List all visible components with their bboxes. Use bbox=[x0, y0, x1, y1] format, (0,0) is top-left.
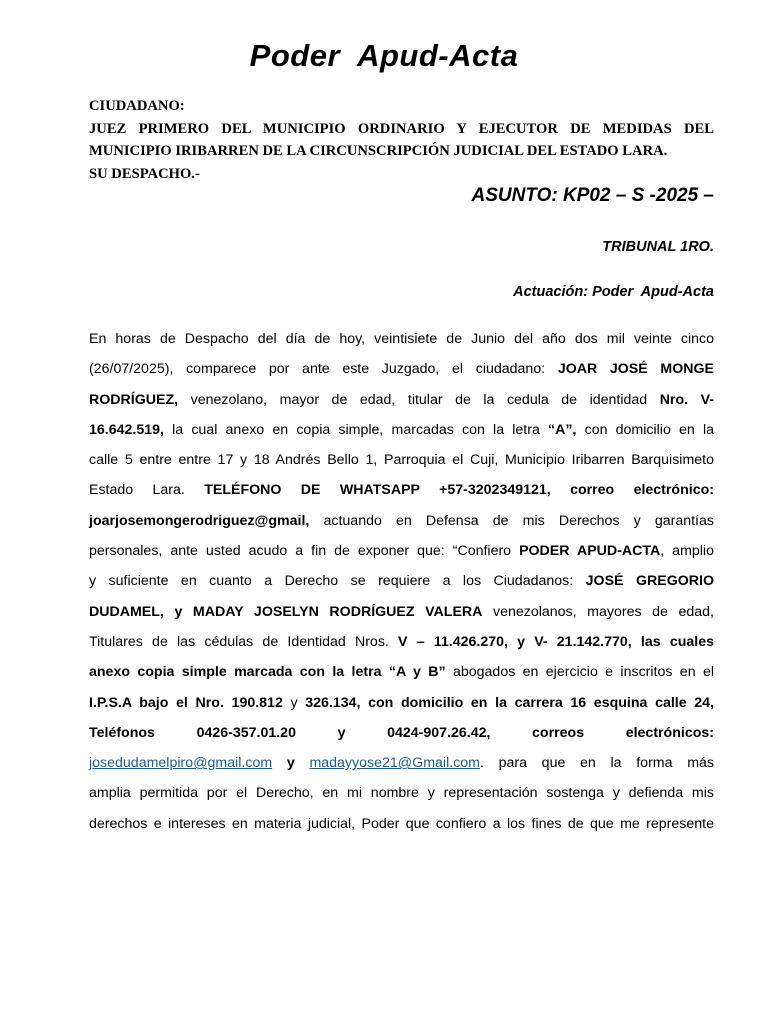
ipsa-number: I.P.S.A bajo el Nro. 190.812 bbox=[89, 694, 283, 711]
body-line bbox=[89, 778, 714, 808]
text-run: con domicilio en la bbox=[576, 421, 715, 438]
letter-mark: “A”, bbox=[548, 421, 577, 438]
citizen-name-part: RODRÍGUEZ, bbox=[89, 391, 179, 408]
body-line bbox=[89, 748, 714, 778]
text-run: actuando en Defensa de mis Derechos y garantías bbox=[309, 512, 714, 529]
body-line bbox=[89, 597, 714, 627]
phone-info: TELÉFONO DE WHATSAPP +57-3202349121, correo electrónico: bbox=[204, 482, 714, 499]
text-run: venezolano, mayor de edad, titular de la cedula de identidad bbox=[178, 391, 660, 408]
body-line bbox=[89, 385, 714, 415]
citizen-name-part: JOAR JOSÉ MONGE bbox=[557, 361, 714, 378]
citizen-email: joarjosemongerodriguez@gmail, bbox=[89, 512, 310, 529]
id-number: Nro. V- bbox=[659, 391, 714, 408]
addressee-line-1: CIUDADANO: bbox=[89, 98, 185, 114]
text-run: abogados en ejercicio e inscritos en el bbox=[445, 664, 714, 681]
asunto-heading: ASUNTO: KP02 – S -2025 – bbox=[471, 185, 714, 206]
body-line bbox=[89, 566, 714, 596]
text-run: , amplio bbox=[660, 543, 714, 560]
body-line bbox=[89, 354, 714, 384]
email-link-madayyose[interactable]: madayyose21@Gmail.com bbox=[309, 755, 480, 772]
addressee-line-4: SU DESPACHO.- bbox=[89, 165, 200, 182]
body-line bbox=[89, 445, 714, 475]
addressee-block bbox=[89, 95, 714, 185]
actuacion-heading: Actuación: Poder Apud-Acta bbox=[513, 284, 714, 300]
poder-label: PODER APUD-ACTA bbox=[519, 543, 661, 560]
text-run: En horas de Despacho del día de hoy, veintisiete de Junio del año dos mil veinte cinco bbox=[89, 331, 714, 347]
body-line bbox=[89, 536, 714, 566]
email-link-josedudamel[interactable]: josedudamelpiro@gmail.com bbox=[89, 755, 273, 772]
text-run: Estado Lara. bbox=[89, 482, 205, 499]
id-number: 16.642.519, bbox=[89, 421, 164, 438]
body-paragraph bbox=[89, 324, 714, 839]
text-run: la cual anexo en copia simple, marcadas con la letra bbox=[163, 421, 549, 438]
annex-note: anexo copia simple marcada con la letra “A y B” bbox=[89, 664, 446, 681]
phone-number: 0426-357.01.20 bbox=[196, 724, 296, 741]
text-run: y suficiente en cuanto a Derecho se requiere a los Ciudadanos: bbox=[89, 573, 586, 590]
phones-label: Teléfonos bbox=[89, 724, 155, 741]
body-line bbox=[89, 324, 714, 354]
text-run: Titulares de las cédulas de Identidad Nros. bbox=[89, 633, 399, 650]
emails-label: correos bbox=[532, 724, 585, 741]
text-run: amplia permitida por el Derecho, en mi nombre y representación sostenga y defienda mis bbox=[89, 785, 714, 802]
text-run: venezolanos, mayores de edad, bbox=[482, 603, 714, 620]
body-line bbox=[89, 506, 714, 536]
body-line bbox=[89, 415, 714, 445]
attorney-ids: V – 11.426.270, y V- 21.142.770, las cuales bbox=[398, 633, 714, 650]
attorney-names: DUDAMEL, y MADAY JOSELYN RODRÍGUEZ VALERA bbox=[89, 603, 483, 620]
body-line bbox=[89, 475, 714, 505]
body-line bbox=[89, 657, 714, 687]
conjunction: y bbox=[337, 724, 346, 741]
text-run: calle 5 entre entre 17 y 18 Andrés Bello 1, Parroquia el Cuji, Municipio Iribarren Barquisimeto bbox=[89, 452, 714, 469]
body-line bbox=[89, 809, 714, 839]
text-run: . para que en la forma más bbox=[479, 755, 714, 772]
addressee-line-2: JUEZ PRIMERO DEL MUNICIPIO ORDINARIO Y EJECUTOR DE MEDIDAS DEL bbox=[89, 120, 714, 137]
emails-label: electrónicos: bbox=[625, 724, 715, 741]
attorney-name-part: JOSÉ GREGORIO bbox=[585, 573, 714, 590]
text-run: derechos e intereses en materia judicial, Poder que confiero a los fines de que me represente bbox=[89, 815, 714, 832]
document-title: Poder Apud-Acta bbox=[249, 38, 519, 73]
phone-number: 0424-907.26.42, bbox=[387, 724, 491, 741]
text-run: y bbox=[282, 694, 306, 711]
text-run: (26/07/2025), comparece por ante este Juzgado, el ciudadano: bbox=[89, 361, 558, 378]
body-line bbox=[89, 627, 714, 657]
body-line bbox=[89, 718, 714, 748]
attorney-address: 326.134, con domicilio en la carrera 16 esquina calle 24, bbox=[305, 694, 714, 711]
text-run: personales, ante usted acudo a fin de exponer que: “Confiero bbox=[89, 543, 520, 560]
conjunction: y bbox=[272, 755, 310, 772]
body-line bbox=[89, 688, 714, 718]
tribunal-heading: TRIBUNAL 1RO. bbox=[602, 239, 714, 255]
addressee-line-3: MUNICIPIO IRIBARREN DE LA CIRCUNSCRIPCIÓN JUDICIAL DEL ESTADO LARA. bbox=[89, 143, 668, 159]
